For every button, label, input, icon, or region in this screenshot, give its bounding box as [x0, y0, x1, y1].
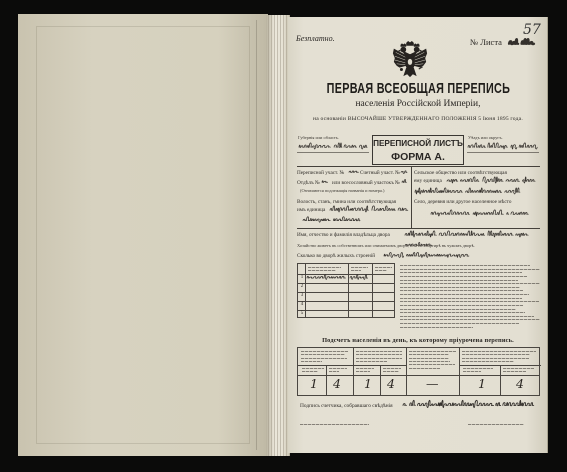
row-number: 3 [300, 293, 304, 298]
fine-print-line [462, 361, 514, 362]
fine-print-line [400, 327, 473, 328]
fine-print-line [329, 371, 339, 372]
village-label: Село, деревня или другое населенное мѣсто [414, 199, 512, 205]
province-underline [297, 152, 369, 153]
row-number: 1 [300, 275, 304, 280]
handwriting-stroke [430, 208, 530, 218]
fine-print-line [329, 368, 347, 369]
handwriting-stroke [306, 273, 346, 281]
table-column-line [459, 348, 460, 395]
fine-print-line [356, 354, 402, 355]
fine-print-line [383, 368, 401, 369]
fine-print-line [300, 424, 369, 425]
handwriting-stroke [329, 204, 408, 214]
handwriting-stroke [349, 273, 370, 281]
count-district-label: Счетный участ. № [360, 170, 401, 176]
table-header-fine-print [308, 266, 345, 273]
handwriting-stroke [402, 398, 534, 410]
fine-print-line [400, 294, 529, 295]
handwritten-enumerator-signature [402, 398, 534, 410]
handwritten-volost-cont [302, 215, 362, 224]
fine-print-line [400, 280, 518, 281]
fine-print-line [463, 371, 481, 372]
fine-print-line [400, 323, 519, 324]
form-letter: ФОРМА А. [391, 151, 445, 163]
population-subheader-fine-print [356, 367, 378, 374]
district-label: Уѣздъ или округъ. [468, 135, 503, 140]
population-header-fine-print [301, 350, 351, 364]
left-page-blank [18, 14, 268, 456]
fine-print-line [356, 368, 374, 369]
handwriting-stroke [401, 178, 409, 185]
fine-print-line [400, 276, 527, 277]
fine-print-line [409, 364, 455, 365]
table-row-line [298, 283, 394, 284]
handwritten-page-number: 57 [523, 22, 541, 38]
handwritten-count-district-number [400, 168, 409, 175]
fine-print-line [301, 358, 347, 359]
handwritten-building-material [306, 273, 346, 281]
fine-print-line [409, 368, 440, 369]
population-header-fine-print [462, 350, 538, 364]
table-subcolumn-line [500, 365, 501, 395]
fields-column-divider [411, 166, 412, 228]
book-spine [266, 15, 290, 456]
form-name: ПЕРЕПИСНОЙ ЛИСТЪ [373, 139, 463, 148]
province-label: Губернія или область. [298, 135, 339, 140]
fine-print-line [302, 371, 318, 372]
handwritten-section-number [321, 178, 330, 185]
fine-print-line [301, 351, 348, 352]
fine-print-line [400, 298, 522, 299]
buildings-table [297, 263, 395, 318]
handwriting-stroke [400, 168, 409, 175]
handwritten-buildings [383, 251, 469, 259]
fine-print-line [400, 283, 540, 284]
fine-print-line [400, 290, 523, 291]
handwritten-census-district-number [348, 168, 358, 175]
population-subheader-fine-print [463, 367, 498, 374]
fine-print-line [400, 265, 530, 266]
handwriting-stroke [467, 141, 537, 151]
section-alt-label: или всесословный участокъ № [332, 180, 400, 186]
fine-print-line [356, 361, 387, 362]
fine-print-line [400, 301, 539, 302]
table-column-line [406, 348, 407, 395]
handwritten-province [298, 141, 370, 151]
volost-label: Волость, станъ, гмина или соотвѣтствующая [297, 199, 397, 205]
handwritten-roof-material [349, 273, 370, 281]
handwriting-stroke [404, 241, 434, 248]
fine-print-line [351, 270, 361, 271]
handwriting-stroke [321, 178, 330, 185]
fine-print-line [383, 371, 399, 372]
table-row-line [298, 301, 394, 302]
fine-print-line [409, 361, 450, 362]
population-count-cell: 4 [333, 376, 341, 391]
row-number: 4 [300, 302, 304, 307]
enumerator-signature-label: Подпись счетчика, собравшаго свѣдѣнія [300, 403, 393, 409]
fine-print-line [301, 361, 322, 362]
fine-print-line [301, 354, 345, 355]
printer-fine-print-left [300, 423, 378, 426]
section-label: Отдѣлъ № [297, 180, 320, 186]
fine-print-line [356, 371, 370, 372]
fine-print-line [351, 267, 368, 268]
fine-print-line [468, 424, 524, 425]
handwriting-stroke [404, 229, 530, 239]
handwriting-stroke [414, 186, 522, 196]
census-district-label: Переписной участ. № [297, 170, 345, 176]
fine-print-line [400, 305, 523, 306]
fine-print-line [462, 358, 529, 359]
fine-print-line [503, 368, 534, 369]
population-subheader-fine-print [302, 367, 324, 374]
fine-print-line [503, 371, 526, 372]
buildings-label: Сколько во дворѣ жилыхъ строеній [297, 253, 375, 259]
double-headed-eagle-emblem [391, 40, 429, 80]
header-divider [297, 166, 540, 167]
handwriting-stroke [508, 37, 535, 48]
population-subheader-fine-print [503, 367, 538, 374]
table-subheader-line [298, 365, 406, 366]
table-subcolumn-line [380, 365, 381, 395]
table-column-line [353, 348, 354, 395]
document-subtitle: населенія Россійской Имперіи, [355, 99, 481, 109]
fine-print-line [375, 267, 392, 268]
table-header-fine-print [375, 266, 393, 273]
fine-print-line [356, 358, 402, 359]
fine-print-line [302, 368, 324, 369]
table-row-line [298, 292, 394, 293]
fine-print-line [400, 312, 525, 313]
table-subcolumn-line [326, 365, 327, 395]
handwriting-stroke [298, 141, 370, 151]
fine-print-line [400, 319, 540, 320]
fine-print-line [409, 354, 449, 355]
rural-society-label: Сельское общество или соотвѣтствующая [414, 170, 507, 176]
population-count-cell: 1 [478, 376, 486, 391]
population-count-cell: — [426, 376, 439, 391]
fine-print-line [375, 270, 387, 271]
fine-print-line [308, 267, 341, 268]
fine-print-line [462, 351, 536, 352]
left-page-margin-rule [256, 20, 257, 450]
household-label: Хозяйство живетъ въ собственномъ или снимаемомъ дворѣ, или на квартирѣ въ чужомъ дворѣ. [297, 243, 475, 248]
fine-print-line [400, 287, 520, 288]
population-header-fine-print [409, 350, 457, 373]
fine-print-line [400, 269, 540, 270]
printer-fine-print-right [468, 423, 530, 426]
legal-basis-line: на основаніи ВЫСОЧАЙШЕ УТВЕРЖДЕННАГО ПОЛОЖЕНІЯ 5 Іюня 1895 года. [313, 116, 523, 122]
table-header-fine-print [351, 266, 370, 273]
handwriting-stroke [446, 175, 538, 185]
fine-print-line [463, 368, 493, 369]
fine-print-line [400, 272, 522, 273]
fine-print-line [356, 351, 402, 352]
handwritten-sheet-number [508, 37, 535, 48]
population-header-fine-print [356, 350, 404, 364]
population-count-caption: Подсчетъ населенія въ день, къ которому пріурочена перепись. [322, 337, 514, 344]
population-count-cell: 4 [387, 376, 395, 391]
document-title-text: ПЕРВАЯ ВСЕОБЩАЯ ПЕРЕПИСЬ [326, 80, 510, 97]
handwriting-stroke [302, 215, 362, 224]
district-underline [467, 152, 539, 153]
volost-label-cont: имъ единица [297, 207, 326, 213]
row-number: 2 [300, 284, 304, 289]
row-number: 5 [300, 311, 304, 316]
handwritten-village [430, 208, 530, 218]
form-title-box [372, 135, 464, 165]
fine-print-line [400, 316, 534, 317]
fine-print-line [400, 309, 516, 310]
population-count-cell: 1 [364, 376, 372, 391]
population-count-cell: 4 [516, 376, 524, 391]
section-note: (Означаются подлежащія названія и номера.) [300, 188, 385, 193]
fine-print-line [409, 358, 449, 359]
population-subheader-fine-print [383, 367, 404, 374]
handwritten-volost [329, 204, 408, 214]
fine-print-line [462, 354, 530, 355]
handwritten-rural-society [446, 175, 538, 185]
population-subheader-fine-print [329, 367, 351, 374]
handwritten-section-alt-number [401, 178, 409, 185]
left-page-faint-frame [36, 26, 250, 444]
fine-print-line [409, 351, 456, 352]
sheet-number-label: № Листа [470, 37, 502, 47]
handwritten-district [467, 141, 537, 151]
handwritten-owner-name [404, 229, 530, 239]
document-title [288, 80, 548, 98]
fine-print-line [308, 270, 336, 271]
table-row-line [298, 310, 394, 311]
handwritten-household-mark [404, 241, 434, 248]
handwritten-rural-society-cont [414, 186, 522, 196]
handwriting-stroke [383, 251, 469, 259]
free-of-charge-label: Безплатно. [296, 34, 335, 43]
owner-label: Имя, отчество и фамилія владѣльца двора [297, 232, 390, 238]
notes-fine-print [400, 264, 540, 332]
population-count-cell: 1 [310, 376, 318, 391]
rural-society-label-cont: ему единица [414, 178, 442, 184]
handwriting-stroke [348, 168, 358, 175]
